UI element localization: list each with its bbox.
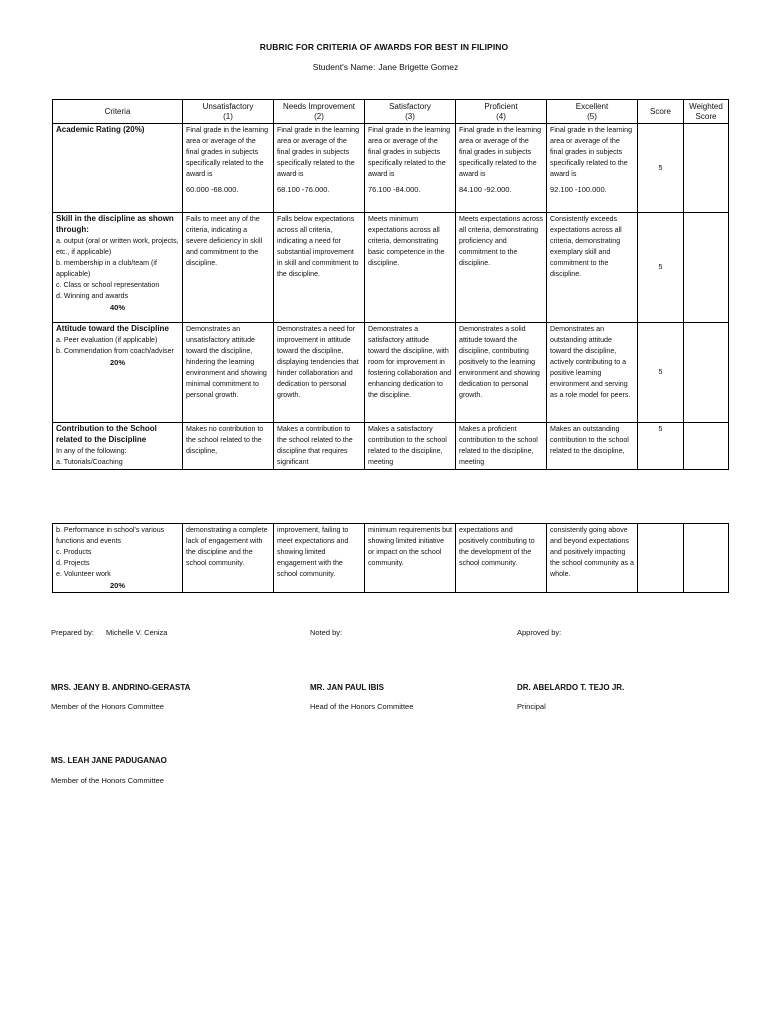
level-header-1 xyxy=(183,100,274,124)
noted-by-label: Noted by: xyxy=(310,628,343,637)
level-name: Proficient xyxy=(484,101,518,111)
criteria-cell xyxy=(53,213,183,323)
criteria-cell xyxy=(53,124,183,213)
descriptor-cell xyxy=(547,423,638,470)
weighted-label-1: Weighted xyxy=(689,101,723,111)
criteria-sub-item: a. Tutorials/Coaching xyxy=(56,458,123,466)
signatory-role: Principal xyxy=(517,702,546,711)
table-row-attitude xyxy=(53,323,729,423)
descriptor-text: Makes a contribution to the school related to the discipline that requires significant xyxy=(277,425,353,466)
descriptor-cell: Demonstrates a solid attitude toward the discipline, contributing positively to the learning environment and showing dedication to personal growth. xyxy=(456,323,547,423)
criteria-sub-item: b. Performance in school's various functions and events xyxy=(56,526,165,545)
level-header-5 xyxy=(547,100,638,124)
criteria-cell xyxy=(53,524,183,593)
level-name: Satisfactory xyxy=(389,101,431,111)
level-number: (1) xyxy=(223,111,233,121)
signatory-name: MRS. JEANY B. ANDRINO-GERASTA xyxy=(51,683,191,692)
approved-by-label: Approved by: xyxy=(517,628,562,637)
rubric-table xyxy=(52,99,729,470)
descriptor-cell: Falls below expectations across all criteria, indicating a need for substantial improvement in skill and commitment to the discipline. xyxy=(274,213,365,323)
student-line xyxy=(0,62,768,72)
descriptor-cell xyxy=(274,124,365,213)
descriptor-cell: minimum requirements but showing limited initiative or impact on the school community. xyxy=(365,524,456,593)
descriptor-cell: expectations and positively contributing to the development of the school community. xyxy=(456,524,547,593)
document-title: RUBRIC FOR CRITERIA OF AWARDS FOR BEST IN FILIPINO xyxy=(259,42,509,52)
descriptor-cell xyxy=(365,423,456,470)
descriptor-cell: improvement, failing to meet expectations and showing limited engagement with the school community. xyxy=(274,524,365,593)
descriptor-text: Makes a proficient contribution to the school related to the discipline, meeting xyxy=(459,425,538,466)
descriptor-cell: Demonstrates an unsatisfactory attitude toward the discipline, hindering the learning environment and showing minimal commitment to personal growth. xyxy=(183,323,274,423)
level-header-3 xyxy=(365,100,456,124)
descriptor-text: Makes no contribution to the school related to the discipline, xyxy=(186,425,264,455)
weighted-score-cell xyxy=(684,124,729,213)
criteria-name: Skill in the discipline as shown through: xyxy=(56,214,174,234)
descriptor-cell: Meets expectations across all criteria, demonstrating proficiency and commitment to the discipline. xyxy=(456,213,547,323)
level-name: Excellent xyxy=(575,101,609,111)
prepared-name: Michelle V. Ceniza xyxy=(106,628,168,637)
descriptor-text: Makes a satisfactory contribution to the school related to the discipline, meeting xyxy=(368,425,447,466)
weighted-label-2: Score xyxy=(695,111,717,121)
level-name: Unsatisfactory xyxy=(202,101,254,111)
level-number: (3) xyxy=(405,111,415,121)
weighted-score-cell xyxy=(684,423,729,470)
criteria-weight: 20% xyxy=(109,358,125,367)
descriptor-cell: Demonstrates a satisfactory attitude toward the discipline, with room for improvement in fostering collaboration and enhancing dedication to the discipline. xyxy=(365,323,456,423)
grade-range: 76.100 -84.000. xyxy=(368,185,421,194)
descriptor-cell: demonstrating a complete lack of engagement with the discipline and the school community. xyxy=(183,524,274,593)
criteria-name: Contribution to the School related to the Discipline xyxy=(56,424,157,444)
level-header-2 xyxy=(274,100,365,124)
descriptor-cell xyxy=(456,124,547,213)
descriptor-cell xyxy=(183,423,274,470)
table-row-contribution-continued xyxy=(53,524,729,593)
signatory-role: Member of the Honors Committee xyxy=(51,702,164,711)
level-number: (5) xyxy=(587,111,597,121)
level-header-4 xyxy=(456,100,547,124)
descriptor-cell xyxy=(183,124,274,213)
score-cell: 5 xyxy=(638,323,684,423)
score-cell: 5 xyxy=(638,423,684,470)
signatory-name: DR. ABELARDO T. TEJO JR. xyxy=(517,683,625,692)
descriptor-cell: Meets minimum expectations across all criteria, demonstrating basic competence in the discipline. xyxy=(365,213,456,323)
grade-range: 60.000 -68.000. xyxy=(186,185,239,194)
criteria-sub-item: d. Winning and awards xyxy=(56,292,129,300)
weighted-score-cell xyxy=(684,323,729,423)
header-row xyxy=(53,100,729,124)
descriptor-cell: Demonstrates a need for improvement in attitude toward the discipline, displaying tendencies that hinder collaboration and dedication to personal growth. xyxy=(274,323,365,423)
level-number: (4) xyxy=(496,111,506,121)
weighted-score-cell xyxy=(684,524,729,593)
criteria-sub-item: e. Volunteer work xyxy=(56,570,111,578)
descriptor-text: Final grade in the learning area or average of the final grades in subjects specifically related to the award is xyxy=(186,126,269,178)
descriptor-text: Final grade in the learning area or average of the final grades in subjects specifically related to the award is xyxy=(368,126,451,178)
descriptor-text: Final grade in the learning area or average of the final grades in subjects specifically related to the award is xyxy=(277,126,360,178)
prepared-by xyxy=(51,628,167,637)
descriptor-cell: Demonstrates an outstanding attitude toward the discipline, actively contributing to a positive learning environment and serving as a role model for peers. xyxy=(547,323,638,423)
criteria-name: Attitude toward the Discipline xyxy=(56,324,169,333)
table-row-contribution xyxy=(53,423,729,470)
criteria-sub-item: d. Projects xyxy=(56,559,90,567)
score-cell: 5 xyxy=(638,124,684,213)
student-label: Student's Name: xyxy=(312,62,376,72)
score-header: Score xyxy=(638,100,684,124)
grade-range: 84.100 -92.000. xyxy=(459,185,512,194)
descriptor-cell: consistently going above and beyond expectations and positively impacting the school community as a whole. xyxy=(547,524,638,593)
rubric-table-continued xyxy=(52,523,729,593)
student-name: Jane Brigette Gomez xyxy=(378,62,459,72)
prepared-label: Prepared by: xyxy=(51,628,94,637)
descriptor-cell xyxy=(547,124,638,213)
descriptor-text: Final grade in the learning area or average of the final grades in subjects specifically related to the award is xyxy=(459,126,542,178)
signatory-name: MR. JAN PAUL IBIS xyxy=(310,683,384,692)
criteria-weight: 20% xyxy=(109,581,125,590)
criteria-weight: 40% xyxy=(109,303,125,312)
criteria-cell xyxy=(53,323,183,423)
descriptor-cell: Consistently exceeds expectations across all criteria, demonstrating exemplary skill and commitment to the discipline. xyxy=(547,213,638,323)
criteria-sub-item: c. Products xyxy=(56,548,92,556)
criteria-cell xyxy=(53,423,183,470)
criteria-sub-item: a. output (oral or written work, projects, etc., if applicable) xyxy=(56,237,179,256)
criteria-header: Criteria xyxy=(53,100,183,124)
criteria-sub-item: In any of the following: xyxy=(56,447,127,455)
weighted-score-cell xyxy=(684,213,729,323)
weighted-score-header xyxy=(684,100,729,124)
table-row-academic-rating xyxy=(53,124,729,213)
criteria-sub-item: b. Commendation from coach/adviser xyxy=(56,347,174,355)
score-cell: 5 xyxy=(638,213,684,323)
criteria-name: Academic Rating (20%) xyxy=(56,125,145,134)
signatory-name: MS. LEAH JANE PADUGANAO xyxy=(51,756,167,765)
descriptor-text: Final grade in the learning area or average of the final grades in subjects specifically related to the award is xyxy=(550,126,633,178)
level-number: (2) xyxy=(314,111,324,121)
grade-range: 92.100 -100.000. xyxy=(550,185,607,194)
descriptor-cell xyxy=(274,423,365,470)
level-name: Needs Improvement xyxy=(282,101,356,111)
criteria-sub-item: b. membership in a club/team (if applicable) xyxy=(56,259,157,278)
criteria-sub-item: c. Class or school representation xyxy=(56,281,160,289)
score-cell xyxy=(638,524,684,593)
signatory-role: Member of the Honors Committee xyxy=(51,776,164,785)
table-row-skill xyxy=(53,213,729,323)
descriptor-cell xyxy=(456,423,547,470)
signatory-role: Head of the Honors Committee xyxy=(310,702,414,711)
descriptor-cell: Fails to meet any of the criteria, indicating a severe deficiency in skill and commitment to the discipline. xyxy=(183,213,274,323)
descriptor-text: Makes an outstanding contribution to the school related to the discipline, xyxy=(550,425,629,455)
descriptor-cell xyxy=(365,124,456,213)
grade-range: 68.100 -76.000. xyxy=(277,185,330,194)
criteria-sub-item: a. Peer evaluation (if applicable) xyxy=(56,336,158,344)
